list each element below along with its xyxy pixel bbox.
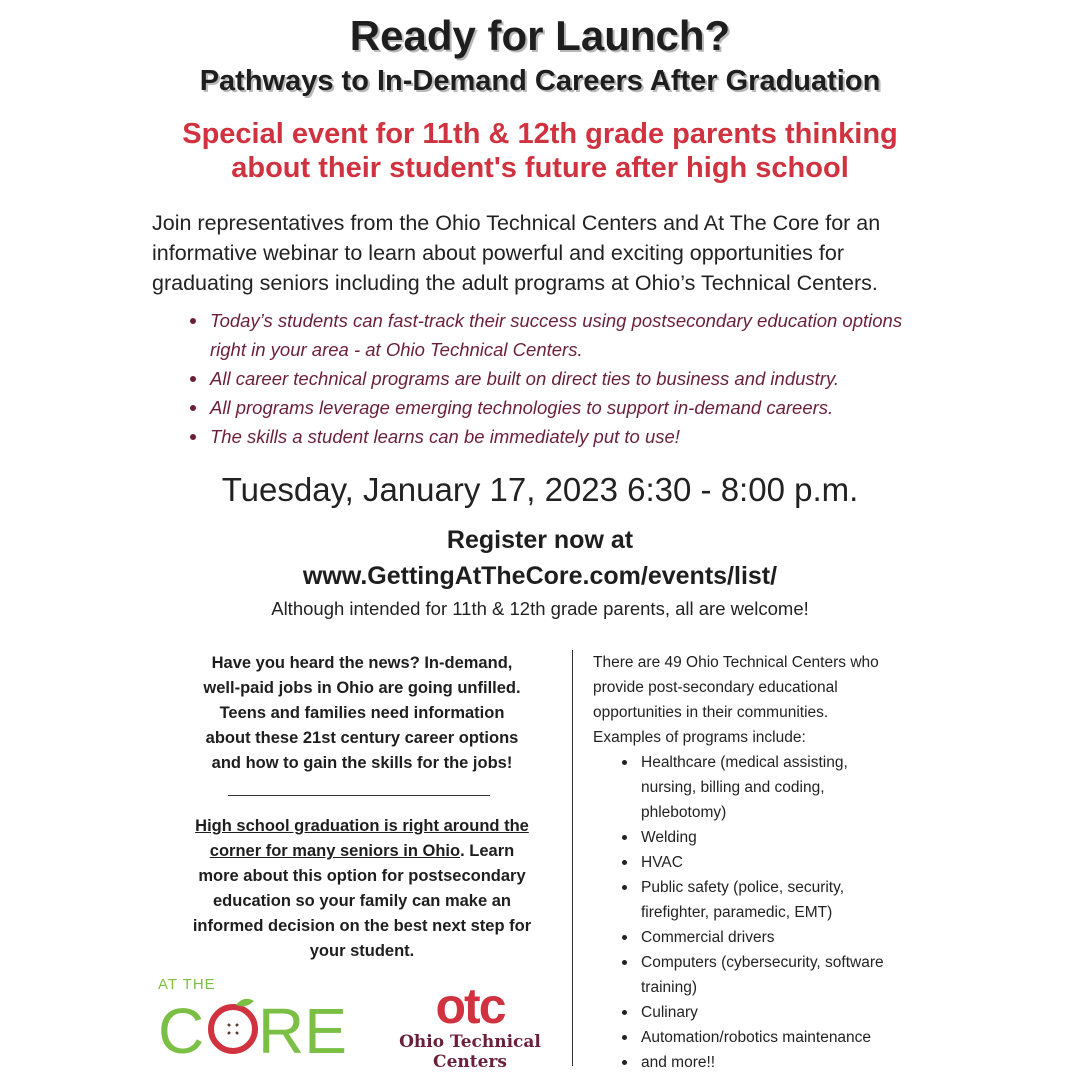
highlight-item: All programs leverage emerging technologies to support in-demand careers. — [190, 393, 902, 422]
intro-line-2: informative webinar to learn about powerful and exciting opportunities for — [152, 241, 844, 265]
otc-mark: otc — [435, 978, 505, 1034]
graduation-line: High school graduation is right around the — [195, 817, 529, 835]
program-item-cont: phlebotomy) — [641, 804, 727, 821]
news-paragraph — [152, 651, 572, 776]
page-title: Ready for Launch? — [349, 12, 731, 59]
program-item: Commercial drivers — [593, 925, 884, 950]
programs-intro: opportunities in their communities. — [593, 704, 829, 721]
divider-horizontal — [228, 795, 490, 796]
program-item: Welding — [593, 825, 884, 850]
divider-vertical — [572, 650, 573, 1066]
program-item: Healthcare (medical assisting, — [593, 750, 884, 775]
graduation-line: your student. — [309, 942, 415, 960]
program-item: Computers (cybersecurity, software — [593, 950, 884, 975]
graduation-line: education so your family can make an — [212, 892, 511, 910]
highlight-item: All career technical programs are built on direct ties to business and industry. — [190, 364, 902, 393]
news-line: well-paid jobs in Ohio are going unfilled. — [203, 679, 521, 697]
program-item: and more!! — [593, 1050, 884, 1075]
program-item: HVAC — [593, 850, 884, 875]
svg-text:C: C — [158, 995, 205, 1059]
register-label: Register now at — [446, 526, 634, 554]
graduation-line: more about this option for postsecondary — [198, 867, 526, 885]
programs-intro: provide post-secondary educational — [593, 679, 838, 696]
program-item: Automation/robotics maintenance — [593, 1025, 884, 1050]
news-line: Have you heard the news? In-demand, — [211, 654, 513, 672]
otc-logo — [390, 980, 550, 1072]
core-wordmark-icon — [158, 995, 358, 1059]
event-date: Tuesday, January 17, 2023 6:30 - 8:00 p.m. — [221, 471, 859, 508]
program-item-cont: firefighter, paramedic, EMT) — [641, 904, 833, 921]
highlight-item: The skills a student learns can be immediately put to use! — [190, 422, 902, 451]
intro-line-1: Join representatives from the Ohio Technical Centers and At The Core for an — [152, 211, 881, 235]
highlights-list — [190, 306, 902, 451]
tagline-line-1: Special event for 11th & 12th grade parents thinking — [182, 118, 898, 150]
programs-list — [593, 750, 884, 1075]
program-item: Public safety (police, security, — [593, 875, 884, 900]
intro-line-3: graduating seniors including the adult programs at Ohio’s Technical Centers. — [152, 271, 878, 295]
highlight-item: Today’s students can fast-track their success using postsecondary education options right in your area - at Ohio Technical Centers. — [190, 306, 902, 364]
programs-intro: Examples of programs include: — [593, 729, 806, 746]
register-link[interactable]: www.GettingAtTheCore.com/events/list/ — [302, 562, 778, 590]
tagline-line-2: about their student's future after high school — [231, 152, 849, 184]
svg-text:RE: RE — [258, 995, 347, 1059]
programs-intro: There are 49 Ohio Technical Centers who — [593, 654, 879, 671]
program-item-cont: training) — [641, 979, 697, 996]
at-the-core-logo — [158, 976, 358, 1060]
otc-name: Centers — [433, 1052, 507, 1072]
news-line: about these 21st century career options — [205, 729, 519, 747]
news-line: Teens and families need information — [219, 704, 505, 722]
page-subtitle: Pathways to In-Demand Careers After Graduation — [199, 65, 881, 97]
program-item: Culinary — [593, 1000, 884, 1025]
program-item-cont: nursing, billing and coding, — [641, 779, 825, 796]
graduation-line: corner for many seniors in Ohio. Learn — [209, 842, 515, 860]
welcome-note: Although intended for 11th & 12th grade parents, all are welcome! — [271, 598, 809, 619]
graduation-line: informed decision on the best next step for — [192, 917, 532, 935]
programs-section — [593, 650, 884, 1075]
otc-name: Ohio Technical — [399, 1032, 541, 1052]
graduation-paragraph — [152, 814, 572, 964]
logo-text-small: AT THE — [158, 976, 216, 993]
news-line: and how to gain the skills for the jobs! — [211, 754, 513, 772]
